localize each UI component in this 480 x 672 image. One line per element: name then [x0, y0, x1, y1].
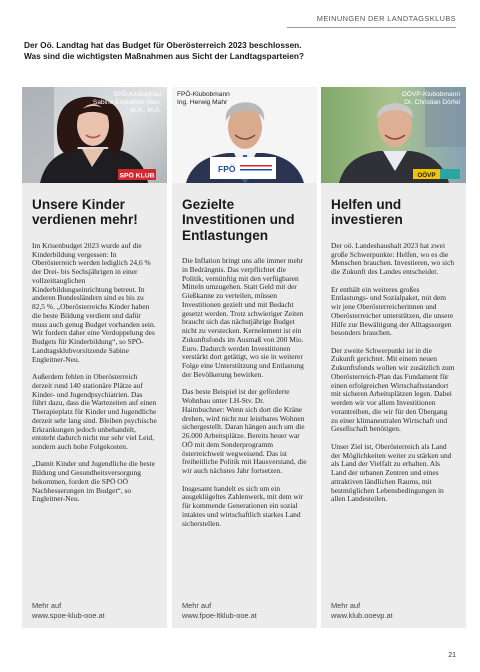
- fpoe-card: [172, 183, 317, 628]
- spoe-card: [22, 183, 167, 628]
- fpoe-column: [172, 87, 317, 628]
- spoe-more-link[interactable]: [32, 601, 105, 620]
- caption-line: OÖVP-Klubobmann: [401, 91, 460, 98]
- more-label: Mehr auf: [32, 601, 62, 611]
- oevp-portrait-photo: [321, 87, 466, 183]
- spoe-logo-text: SPÖ KLUB: [119, 172, 155, 180]
- fpoe-more-link[interactable]: [182, 601, 257, 620]
- fpoe-logo-text: FPÖ: [218, 164, 236, 174]
- section-label: MEINUNGEN DER LANDTAGSKLUBS: [316, 14, 456, 23]
- article-paragraph: Der zweite Schwerpunkt ist in die Zukunft gerichtet. Mit einem neuen Zukunftsfonds wollen wir zusätzlich zum Oberösterreich-Plan das Fundament für einen erfolgreichen Wirtschaftsstandort mit sicheren Arbeitsplätzen legen. Dabei werden wir vor allem Investitionen vorantreiben, die wir für den Übergang zu einer klimaneutralen Wirtschaft und Gesellschaft benötigen.: [331, 345, 455, 434]
- oevp-logo-text: OÖVP: [417, 171, 436, 179]
- oevp-headline: Helfen und investieren: [331, 197, 403, 228]
- article-paragraph: Unser Ziel ist, Oberösterreich als Land der Möglichkeiten weiter zu stärken und als Land der Vielfalt zu erhalten. Als Land der urbanen Zentren und eines attraktiven ländlichen Raums, mit bestmöglichen Lebensbedingungen in allen Landesteilen.: [331, 441, 452, 504]
- article-paragraph: Der oö. Landeshaushalt 2023 hat zwei große Schwerpunkte: Helfen, wo es die Menschen brauchen. Investieren, wo sich die Zukunft des Landes entscheidet.: [331, 240, 455, 277]
- article-paragraph: Die Inflation bringt uns alle immer mehr in Bedrängnis. Das verpflichtet die Politik, vernünftig mit den verfügbaren Mitteln umzugehen. Statt Geld mit der Gießkanne zu verteilen, müssen Investitionen gezielt und mit Bedacht gesetzt werden. Trotz schwieriger Zeiten braucht sich das nächstjährige Budget nicht zu verstecken. Kernelement ist ein Zukunftsfonds im Ausmaß von 200 Mio. Euro. Dadurch werden Investitionen verstärkt dort getätigt, wo sie in weiterer Folge eine Unterstützung und Entlastung der Bevölkerung bewirken.: [182, 256, 304, 379]
- fpoe-headline: Gezielte Investitionen und Entlastungen: [182, 197, 295, 243]
- article-paragraph: Das beste Beispiel ist der geförderte Wohnbau unter LH-Stv. Dr. Haimbuchner: Wenn sich dort die Kräne drehen, wird nicht nur leistbares Wohnen sichergestellt. Daran hängen auch um die 26.000 Arbeitsplätze. Bereits heuer war OÖ mit dem Sonderprogramm österreichweit wegweisend. Das ist freiheitliche Politik mit Hausverstand, die wir auch nächstes Jahr fortsetzen.: [182, 387, 307, 476]
- more-label: Mehr auf: [182, 601, 212, 611]
- caption-line: M.A., M.A.: [130, 106, 161, 114]
- intro-line-1: Der Oö. Landtag hat das Budget für Oberösterreich 2023 beschlossen.: [24, 40, 302, 50]
- caption-line: SPÖ-Klubobfrau: [112, 91, 161, 98]
- spoe-caption: [93, 91, 161, 114]
- article-paragraph: Im Krisenbudget 2023 wurde auf die Kinderbildung vergessen: In Oberösterreich werden lediglich 24,6 % der Drei- bis Sechsjährigen in einer vollzeittauglichen Kinderbildungseinrichtung betreut. In anderen Bundesländern sind es bis zu 82,5 %. „Oberösterreichs Kinder haben die beste Bildung verdient und dafür muss auch genug Budget vorhanden sein. Wir fordern daher eine Verdoppelung des Budgets für Kinderbildung“, so SPÖ-Landtagsklubvorsitzende Sabine Engleitner-Neu.: [32, 240, 156, 364]
- more-url[interactable]: www.klub.ooevp.at: [331, 610, 393, 620]
- oevp-caption: [402, 91, 460, 107]
- article-paragraph: „Damit Kinder und Jugendliche die beste Bildung und Gesundheitsversorgung bekommen, fordert die SPÖ OÖ Nachbesserungen im Budget“, so Engleitner-Neu.: [32, 459, 155, 504]
- more-url[interactable]: www.spoe-klub-ooe.at: [32, 610, 105, 620]
- more-url[interactable]: www.fpoe-ltklub-ooe.at: [182, 610, 257, 620]
- caption-line: Ing. Herwig Mahr: [177, 98, 228, 106]
- caption-line: Sabine Engleitner-Neu,: [92, 98, 161, 106]
- spoe-headline: Unsere Kinder verdienen mehr!: [32, 197, 138, 228]
- intro-text: [24, 40, 324, 62]
- spoe-portrait-photo: [22, 87, 167, 183]
- oevp-logo-icon: [413, 169, 460, 179]
- more-label: Mehr auf: [331, 601, 361, 611]
- section-divider: [287, 27, 456, 28]
- intro-line-2: Was sind die wichtigsten Maßnahmen aus Sicht der Landtagsparteien?: [24, 51, 304, 62]
- fpoe-portrait-photo: [172, 87, 317, 183]
- article-paragraph: Außerdem fehlen in Oberösterreich derzeit rund 140 stationäre Plätze auf Kinder- und Jugendpsychiatrien. Das führt dazu, dass die Wartezeiten auf einen Therapieplatz für Kinder und Jugendliche derzeit sehr lang sind. Bleiben psychische Erkrankungen jedoch unbehandelt, entsteht dadurch nicht nur sehr viel Leid, sondern auch hohe Folgekosten.: [32, 372, 157, 451]
- spoe-column: [22, 87, 167, 628]
- caption-line: Dr. Christian Dörfel: [404, 98, 460, 106]
- caption-line: FPÖ-Klubobmann: [177, 91, 230, 98]
- fpoe-caption: [177, 91, 230, 107]
- article-paragraph: Er enthält ein weiteres großes Entlastungs- und Sozialpaket, mit dem wir jene Oberösterreicherinnen und Oberösterreicher unterstützen, die unsere Hilfe zur Bewältigung der Alltagssorgen besonders brauchen.: [331, 284, 454, 338]
- oevp-card: [321, 183, 466, 628]
- article-paragraph: Insgesamt handelt es sich um ein ausgeklügeltes Zahlenwerk, mit dem wir für kommende Generationen ein sozial intaktes und wirtschaftlich starkes Land sicherstellen.: [182, 483, 304, 528]
- oevp-column: [321, 87, 466, 628]
- page-number: 21: [448, 652, 456, 659]
- oevp-more-link[interactable]: [331, 601, 393, 620]
